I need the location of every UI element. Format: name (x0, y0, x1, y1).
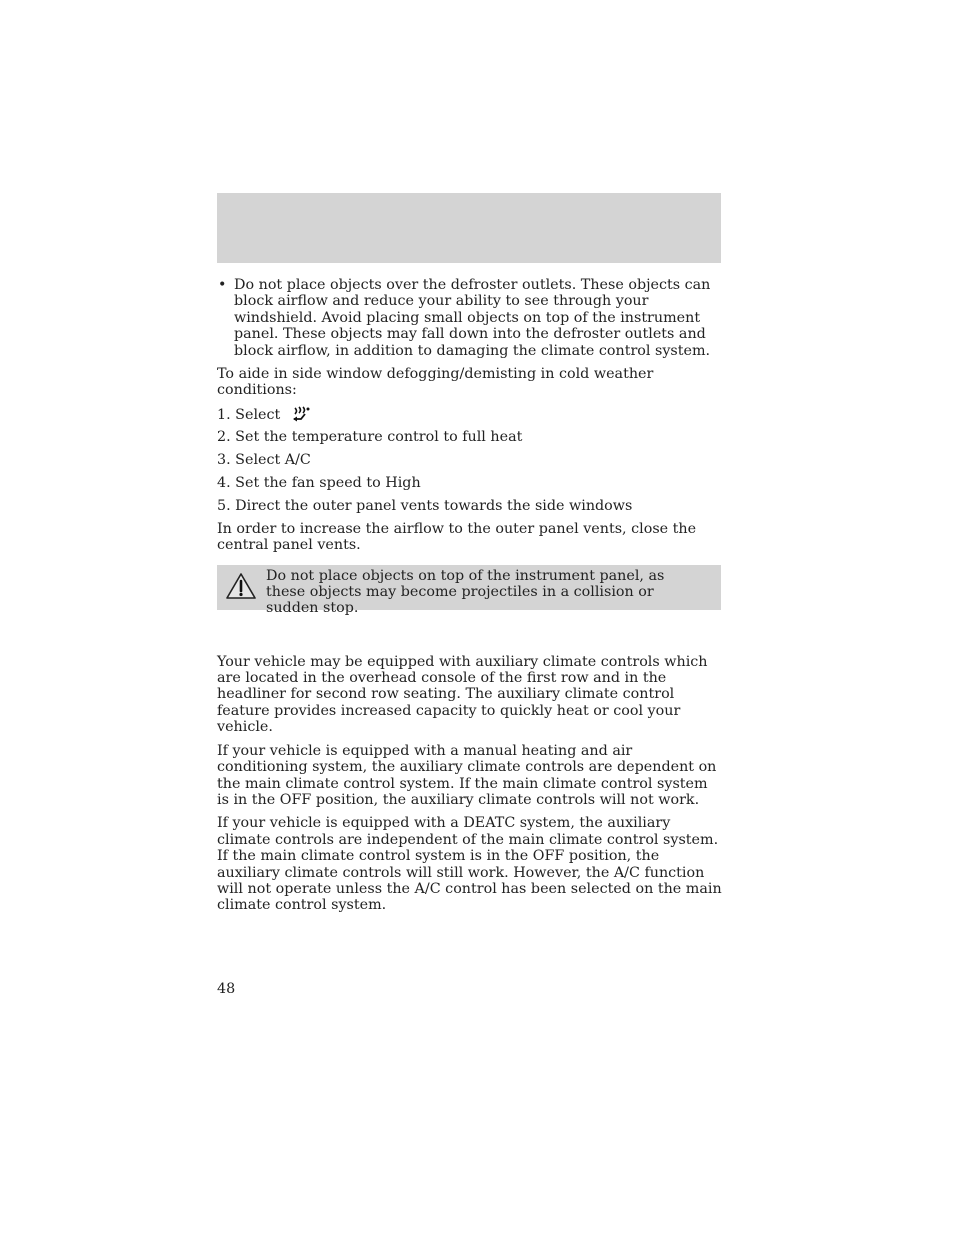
step-1-text: 1. Select (217, 406, 281, 423)
warning-triangle-icon (225, 572, 257, 604)
step-3: 3. Select A/C (217, 451, 311, 468)
defroster-bullet (217, 277, 723, 359)
auxiliary-climate-section (217, 654, 723, 914)
warning-text: Do not place objects on top of the instrument panel, as these objects may become projectiles in a collision or sudden stop. (266, 567, 665, 617)
step-5: 5. Direct the outer panel vents towards the side windows (217, 497, 633, 514)
step-1 (217, 406, 723, 422)
paragraph: If your vehicle is equipped with a DEATC system, the auxiliary climate controls are independent of the main climate control system. If the main climate control system is in the OFF position, the auxiliary climate controls will still work. However, the A/C function will not operate unless the A/C control has been selected on the main climate control system. (217, 815, 722, 914)
paragraph: Your vehicle may be equipped with auxiliary climate controls which are located in the overhead console of the first row and in the headliner for second row seating. The auxiliary climate control feature provides increased capacity to quickly heat or cool your vehicle. (217, 653, 708, 736)
paragraph: If your vehicle is equipped with a manual heating and air conditioning system, the auxiliary climate controls are dependent on the main climate control system. If the main climate control system is in the OFF position, the auxiliary climate controls will not work. (217, 742, 717, 808)
warning-box (217, 565, 721, 617)
defog-intro: To aide in side window defogging/demisting in cold weather conditions: (217, 366, 654, 399)
step-2: 2. Set the temperature control to full heat (217, 428, 523, 445)
step-4: 4. Set the fan speed to High (217, 474, 421, 491)
bullet-dot: • (218, 277, 227, 293)
header-band (217, 193, 721, 263)
bullet-text: Do not place objects over the defroster outlets. These objects can block airflow and reduce your ability to see through your windshield. Avoid placing small objects on top of the instrument panel. These objects may fall down into the defroster outlets and block airflow, in addition to damaging the climate control system. (234, 277, 711, 359)
floor-defrost-icon (291, 406, 311, 426)
page-number: 48 (217, 981, 236, 997)
page-content (217, 277, 723, 921)
airflow-note: In order to increase the airflow to the outer panel vents, close the central panel vents. (217, 520, 697, 554)
